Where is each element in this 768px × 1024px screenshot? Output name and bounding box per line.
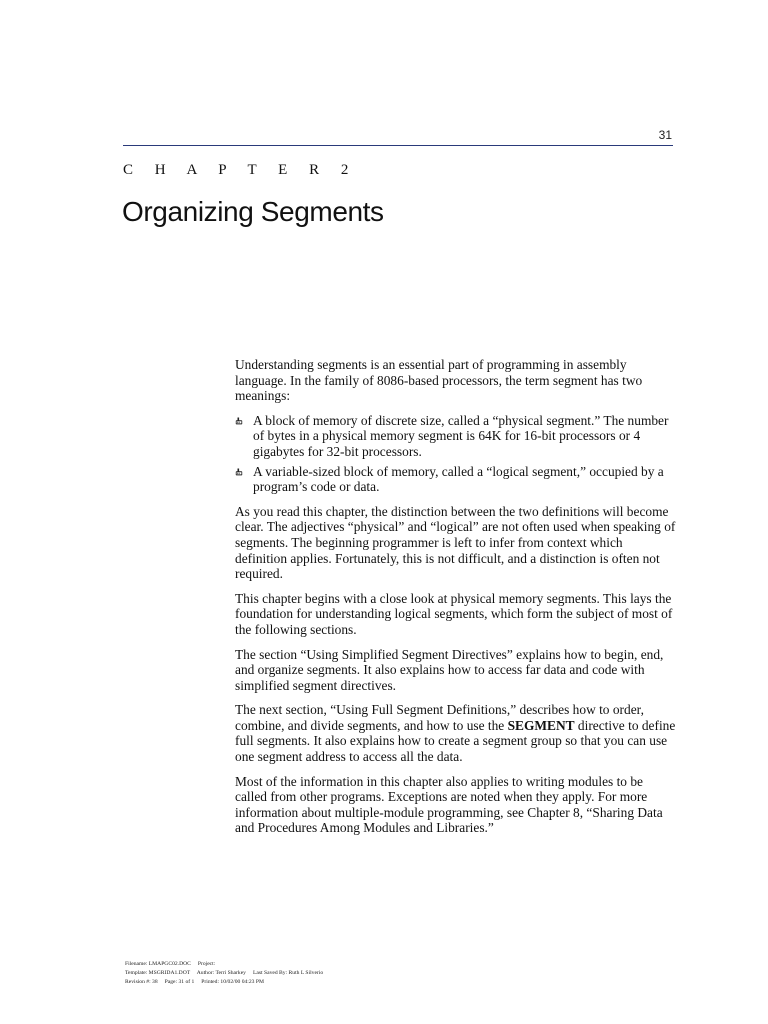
paragraph: This chapter begins with a close look at physical memory segments. This lays the foundation for understanding logical segments, which form the subject of most of the following sections. bbox=[235, 590, 673, 637]
list-item bbox=[235, 413, 677, 460]
paragraph: Most of the information in this chapter also applies to writing modules to be called from other programs. Exceptions are noted when they apply. For more information about multiple-module programming, see Chapter 8, “Sharing Data and Procedures Among Modules and Libraries.” bbox=[235, 773, 663, 836]
bullet-text: A variable-sized block of memory, called a “logical segment,” occupied by a program’s code or data. bbox=[253, 463, 664, 495]
bullet-list bbox=[235, 413, 677, 495]
footer-line: Filename: LMAPGC02.DOC Project: bbox=[125, 961, 216, 967]
chapter-label: C H A P T E R 2 bbox=[123, 162, 358, 178]
document-footer bbox=[125, 960, 323, 987]
hand-pointer-icon bbox=[235, 468, 243, 476]
footer-line: Revision #: 38 Page: 31 of 1 Printed: 10/02/00 04:23 PM bbox=[125, 979, 264, 985]
body-text bbox=[235, 357, 677, 845]
footer-line: Template: MSGRIDA1.DOT Author: Terri Sharkey Last Saved By: Ruth L Silverio bbox=[125, 970, 324, 976]
intro-paragraph: Understanding segments is an essential part of programming in assembly language. In the family of 8086-based processors, the term segment has two meanings: bbox=[235, 357, 643, 404]
chapter-title: Organizing Segments bbox=[122, 196, 384, 227]
paragraph: As you read this chapter, the distinction between the two definitions will become clear. The adjectives “physical” and “logical” are not often used when speaking of segments. The beginning programmer is left to infer from context which definition applies. Fortunately, this is not difficult, and a distinction is often not required. bbox=[235, 503, 676, 582]
segment-keyword: SEGMENT bbox=[507, 717, 575, 733]
paragraph-text: The next section, “Using Full Segment Definitions,” describes how to order, combine, and divide segments, and how to use the bbox=[235, 702, 644, 733]
paragraph: The section “Using Simplified Segment Directives” explains how to begin, end, and organize segments. It also explains how to access far data and code with simplified segment directives. bbox=[235, 646, 664, 693]
hand-pointer-icon bbox=[235, 417, 243, 425]
paragraph bbox=[235, 702, 677, 764]
paragraph-text: directive to define full segments. It also explains how to create a segment group so that you can use one segment address to access all the data. bbox=[235, 717, 676, 765]
page-number: 31 bbox=[658, 128, 672, 142]
list-item bbox=[235, 464, 677, 495]
bullet-text: A block of memory of discrete size, called a “physical segment.” The number of bytes in a physical memory segment is 64K for 16-bit processors or 4 gigabytes for 32-bit processors. bbox=[253, 412, 669, 459]
header-rule bbox=[123, 145, 673, 146]
